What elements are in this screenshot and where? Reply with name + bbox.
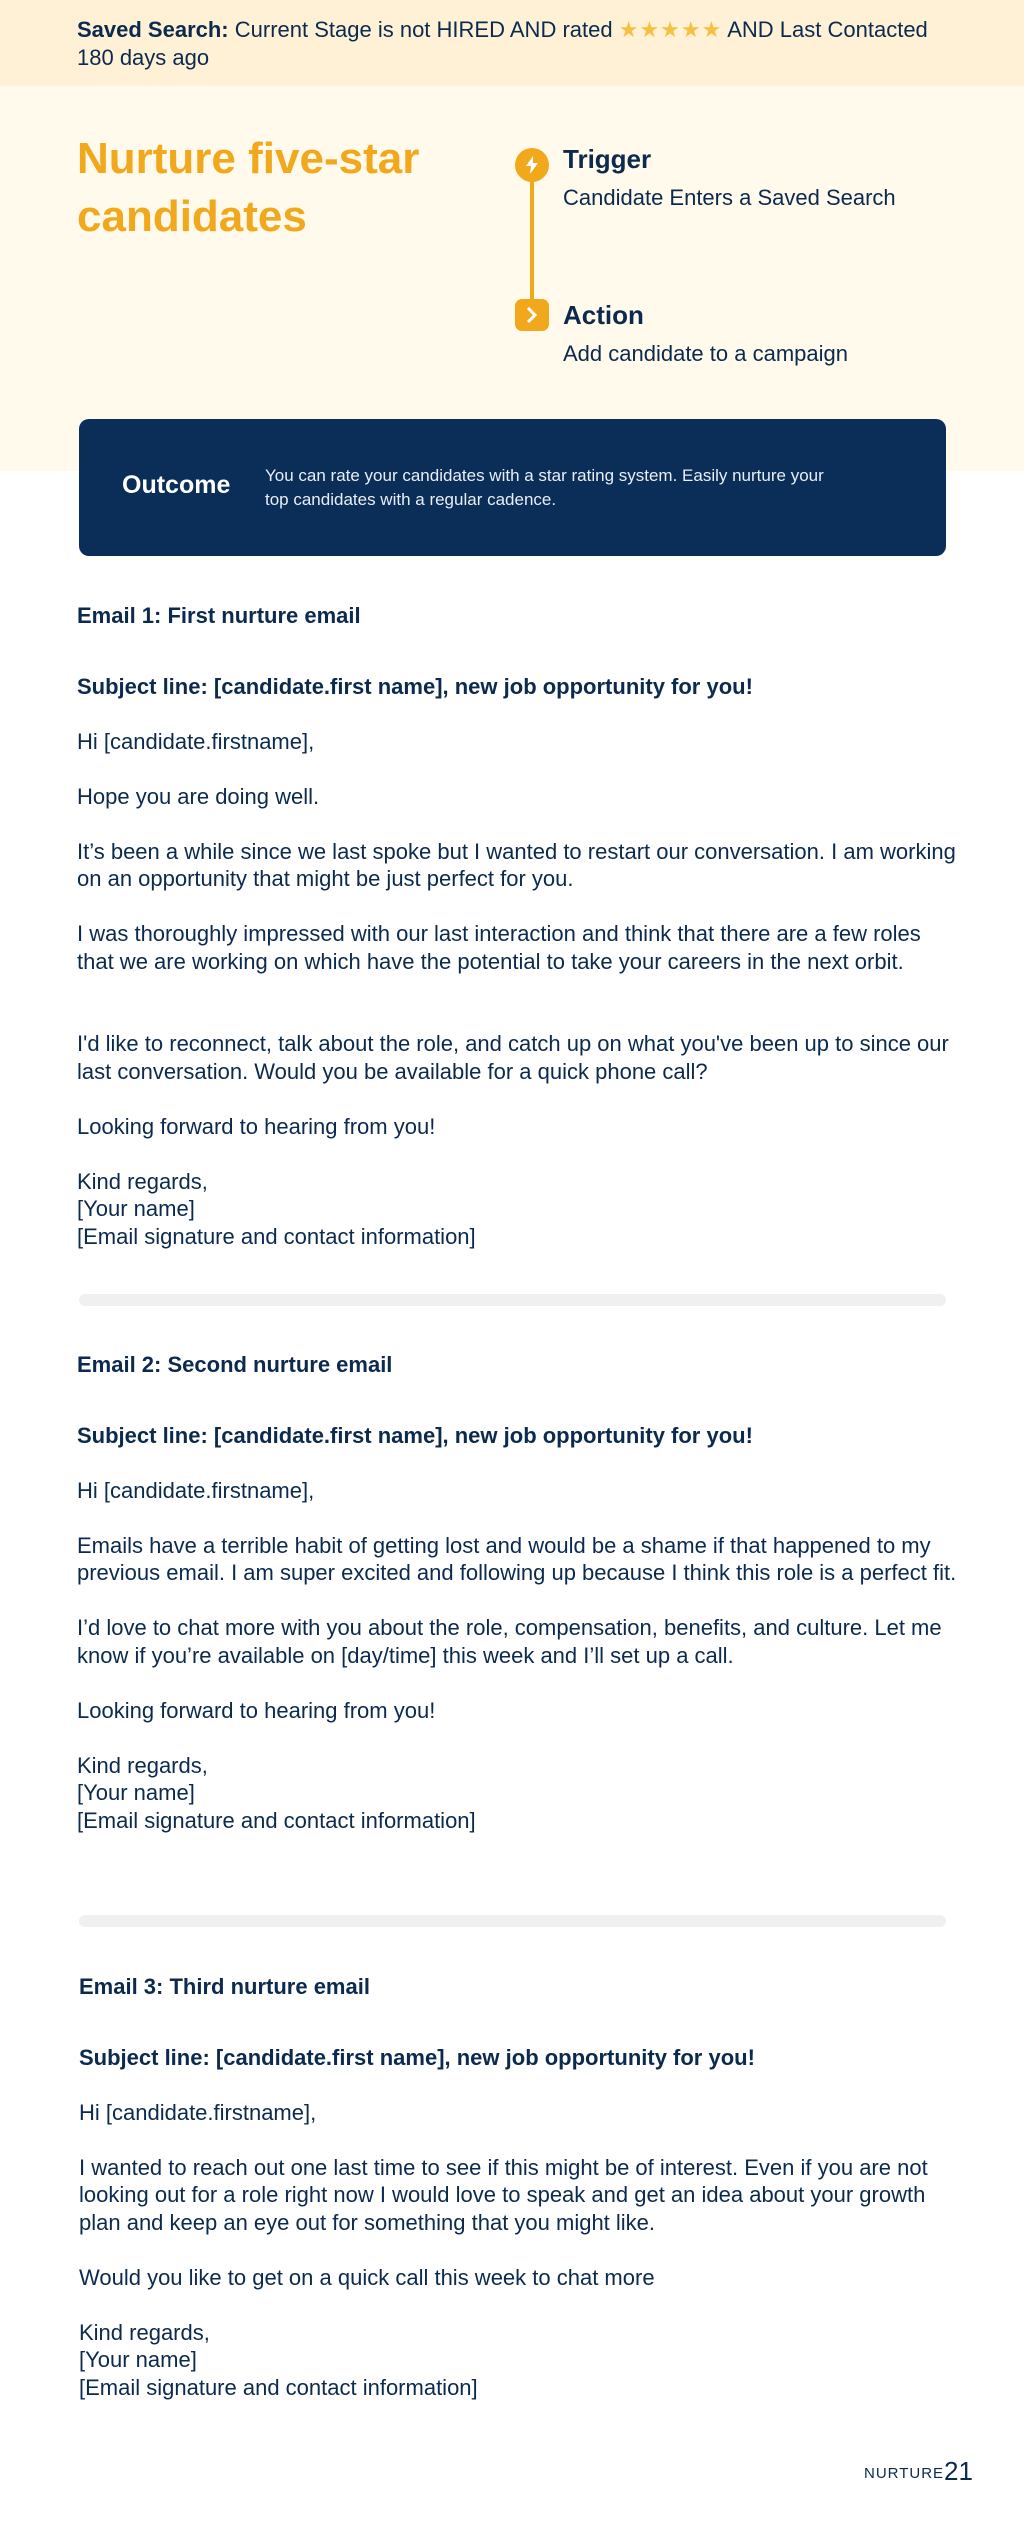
- email-signoff: Kind regards,: [77, 1752, 208, 1778]
- email-greeting: Hi [candidate.firstname],: [79, 2099, 317, 2125]
- email-1: [77, 602, 957, 1250]
- email-paragraph: Looking forward to hearing from you!: [77, 1113, 436, 1139]
- outcome-label: Outcome: [122, 471, 231, 499]
- email-paragraph: Looking forward to hearing from you!: [77, 1697, 436, 1723]
- action-description: Add candidate to a campaign: [563, 341, 848, 366]
- saved-search-text-before: Current Stage is not HIRED AND rated: [234, 17, 613, 42]
- chevron-right-icon: [515, 299, 549, 331]
- page-title: Nurture five-star candidates: [77, 134, 420, 241]
- email-heading: Email 3: Third nurture email: [79, 1974, 370, 1999]
- footer-section-label: NURTURE: [864, 2465, 945, 2482]
- section-divider: [79, 1915, 946, 1927]
- lightning-icon: [515, 148, 549, 182]
- email-sender-name: [Your name]: [79, 2347, 197, 2372]
- page-number: 21: [944, 2456, 973, 2486]
- hero-section: [0, 86, 1024, 471]
- email-subject: Subject line: [candidate.first name], new job opportunity for you!: [77, 673, 753, 699]
- email-signature: [Email signature and contact information]: [77, 1223, 476, 1249]
- email-paragraph: I’d love to chat more with you about the role, compensation, benefits, and culture. Let me know if you’re available on [day/time] this week and I’ll set up a call.: [77, 1615, 942, 1668]
- email-paragraph: Emails have a terrible habit of getting lost and would be a shame if that happened to my previous email. I am super excited and following up because I think this role is a perfect fit.: [77, 1532, 957, 1585]
- flow-connector: [530, 164, 534, 310]
- email-paragraph: I wanted to reach out one last time to see if this might be of interest. Even if you are not looking out for a role right now I would love to speak and get an idea about your growth plan and keep an eye out for something that you might like.: [79, 2154, 928, 2235]
- outcome-text: You can rate your candidates with a star rating system. Easily nurture your top candidates with a regular cadence.: [265, 466, 824, 509]
- email-3: [79, 1973, 959, 2401]
- section-divider: [79, 1294, 946, 1306]
- action-title: Action: [563, 300, 644, 330]
- email-signature: [Email signature and contact information]: [77, 1807, 476, 1833]
- star-rating-icon: ★★★★★: [618, 17, 723, 42]
- email-subject: Subject line: [candidate.first name], new job opportunity for you!: [79, 2044, 755, 2070]
- saved-search-text-after: AND Last Contacted 180 days ago: [77, 17, 928, 70]
- email-signature: [Email signature and contact information]: [79, 2374, 478, 2400]
- email-heading: Email 1: First nurture email: [77, 603, 361, 628]
- email-paragraph: Hope you are doing well.: [77, 783, 320, 809]
- email-heading: Email 2: Second nurture email: [77, 1352, 393, 1377]
- email-paragraph: It’s been a while since we last spoke but I wanted to restart our conversation. I am working on an opportunity that might be just perfect for you.: [77, 838, 956, 891]
- email-sender-name: [Your name]: [77, 1780, 195, 1805]
- email-greeting: Hi [candidate.firstname],: [77, 1477, 315, 1503]
- email-signoff: Kind regards,: [77, 1168, 208, 1194]
- trigger-description: Candidate Enters a Saved Search: [563, 185, 896, 210]
- trigger-title: Trigger: [563, 144, 652, 174]
- email-2: [77, 1351, 957, 1834]
- outcome-card: [79, 419, 946, 556]
- email-sender-name: [Your name]: [77, 1196, 195, 1221]
- saved-search-label: Saved Search:: [77, 17, 229, 42]
- email-paragraph: Would you like to get on a quick call this week to chat more: [79, 2264, 655, 2290]
- email-paragraph: I was thoroughly impressed with our last interaction and think that there are a few roles that we are working on which have the potential to take your careers in the next orbit.: [77, 921, 921, 974]
- email-subject: Subject line: [candidate.first name], new job opportunity for you!: [77, 1422, 753, 1448]
- email-greeting: Hi [candidate.firstname],: [77, 728, 315, 754]
- email-signoff: Kind regards,: [79, 2319, 210, 2345]
- saved-search-banner: [0, 0, 1024, 86]
- email-paragraph: I'd like to reconnect, talk about the role, and catch up on what you've been up to since our last conversation. Would you be available for a quick phone call?: [77, 1031, 949, 1084]
